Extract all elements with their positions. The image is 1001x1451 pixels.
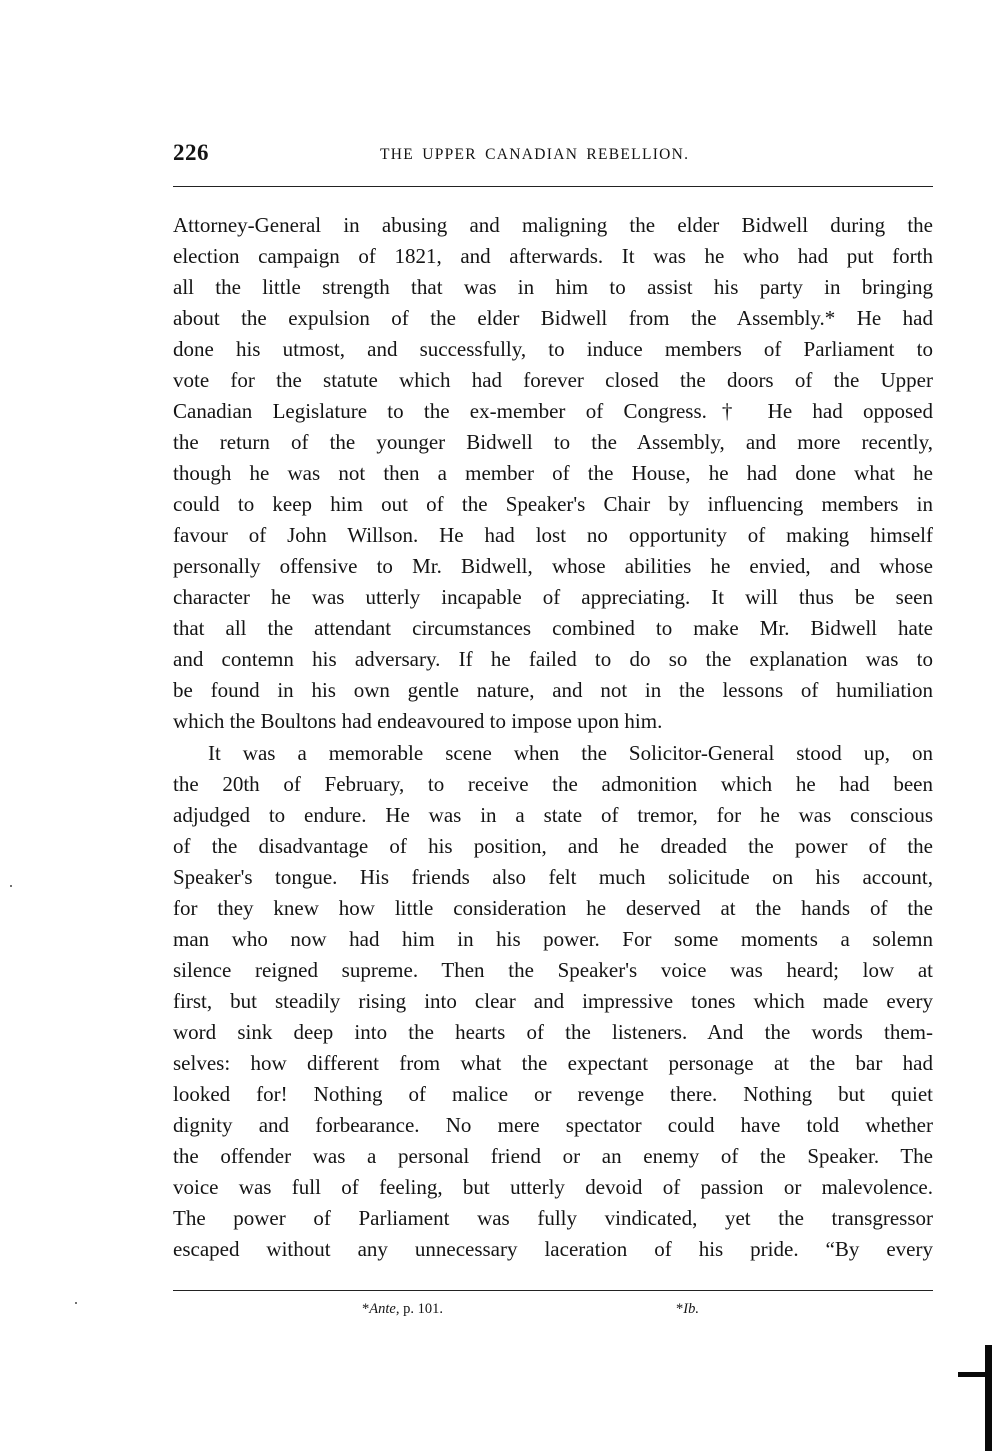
- scan-speck: [10, 885, 12, 887]
- text-line: escaped without any unnecessary laceration of his pride. “By every: [173, 1237, 933, 1261]
- page-number: 226: [173, 140, 209, 165]
- text-line: though he was not then a member of the House, he had done what he: [173, 461, 933, 485]
- text-line: selves: how different from what the expectant personage at the bar had: [173, 1051, 933, 1075]
- footnote: [362, 1301, 443, 1318]
- text-line: first, but steadily rising into clear and impressive tones which made every: [173, 989, 933, 1013]
- text-line: the 20th of February, to receive the admonition which he had been: [173, 772, 933, 796]
- text-line: could to keep him out of the Speaker's Chair by influencing members in: [173, 492, 933, 516]
- text-line: dignity and forbearance. No mere spectator could have told whether: [173, 1113, 933, 1137]
- text-line: adjudged to endure. He was in a state of tremor, for he was conscious: [173, 803, 933, 827]
- scan-edge-mark: [985, 1345, 992, 1451]
- text-line: for they knew how little consideration he deserved at the hands of the: [173, 896, 933, 920]
- text-line: vote for the statute which had forever closed the doors of the Upper: [173, 368, 933, 392]
- text-line: Speaker's tongue. His friends also felt much solicitude on his account,: [173, 865, 933, 889]
- text-line: silence reigned supreme. Then the Speaker's voice was heard; low at: [173, 958, 933, 982]
- text-line: election campaign of 1821, and afterwards. It was he who had put forth: [173, 244, 933, 268]
- text-line: the offender was a personal friend or an enemy of the Speaker. The: [173, 1144, 933, 1168]
- text-line: all the little strength that was in him to assist his party in bringing: [173, 275, 933, 299]
- text-line: and contemn his adversary. If he failed to do so the explanation was to: [173, 647, 933, 671]
- text-line: It was a memorable scene when the Solicitor-General stood up, on: [208, 741, 933, 765]
- text-line: done his utmost, and successfully, to induce members of Parliament to: [173, 337, 933, 361]
- text-line: man who now had him in his power. For some moments a solemn: [173, 927, 933, 951]
- text-line: of the disadvantage of his position, and he dreaded the power of the: [173, 834, 933, 858]
- footnote-rule: [173, 1290, 933, 1291]
- header-rule: [173, 186, 933, 187]
- text-line: Attorney-General in abusing and maligning the elder Bidwell during the: [173, 213, 933, 237]
- body-text: [173, 210, 933, 1265]
- text-line: the return of the younger Bidwell to the Assembly, and more recently,: [173, 430, 933, 454]
- text-line: about the expulsion of the elder Bidwell from the Assembly.* He had: [173, 306, 933, 330]
- paragraph: [173, 738, 933, 1265]
- text-line: that all the attendant circumstances combined to make Mr. Bidwell hate: [173, 616, 933, 640]
- text-line: which the Boultons had endeavoured to impose upon him.: [173, 709, 663, 733]
- footnote-mark: *: [362, 1301, 370, 1317]
- footnote-text: , p. 101.: [395, 1301, 443, 1317]
- text-line: favour of John Willson. He had lost no opportunity of making himself: [173, 523, 933, 547]
- text-line: word sink deep into the hearts of the listeners. And the words them-: [173, 1020, 933, 1044]
- footnote-mark: *: [676, 1301, 684, 1317]
- text-line: be found in his own gentle nature, and not in the lessons of humiliation: [173, 678, 933, 702]
- text-line: personally offensive to Mr. Bidwell, whose abilities he envied, and whose: [173, 554, 933, 578]
- footnote: [676, 1301, 699, 1318]
- text-line: voice was full of feeling, but utterly devoid of passion or malevolence.: [173, 1175, 933, 1199]
- running-head: THE UPPER CANADIAN REBELLION.: [380, 146, 690, 163]
- scan-speck: [75, 1302, 77, 1304]
- scan-edge-mark: [958, 1372, 992, 1377]
- text-line: Canadian Legislature to the ex-member of Congress.† He had opposed: [173, 399, 933, 423]
- footnote-ref: Ante: [369, 1301, 396, 1317]
- text-line: character he was utterly incapable of appreciating. It will thus be seen: [173, 585, 933, 609]
- text-line: looked for! Nothing of malice or revenge there. Nothing but quiet: [173, 1082, 933, 1106]
- paragraph: [173, 210, 933, 737]
- footnote-ref: Ib.: [683, 1301, 699, 1317]
- text-line: The power of Parliament was fully vindicated, yet the transgressor: [173, 1206, 933, 1230]
